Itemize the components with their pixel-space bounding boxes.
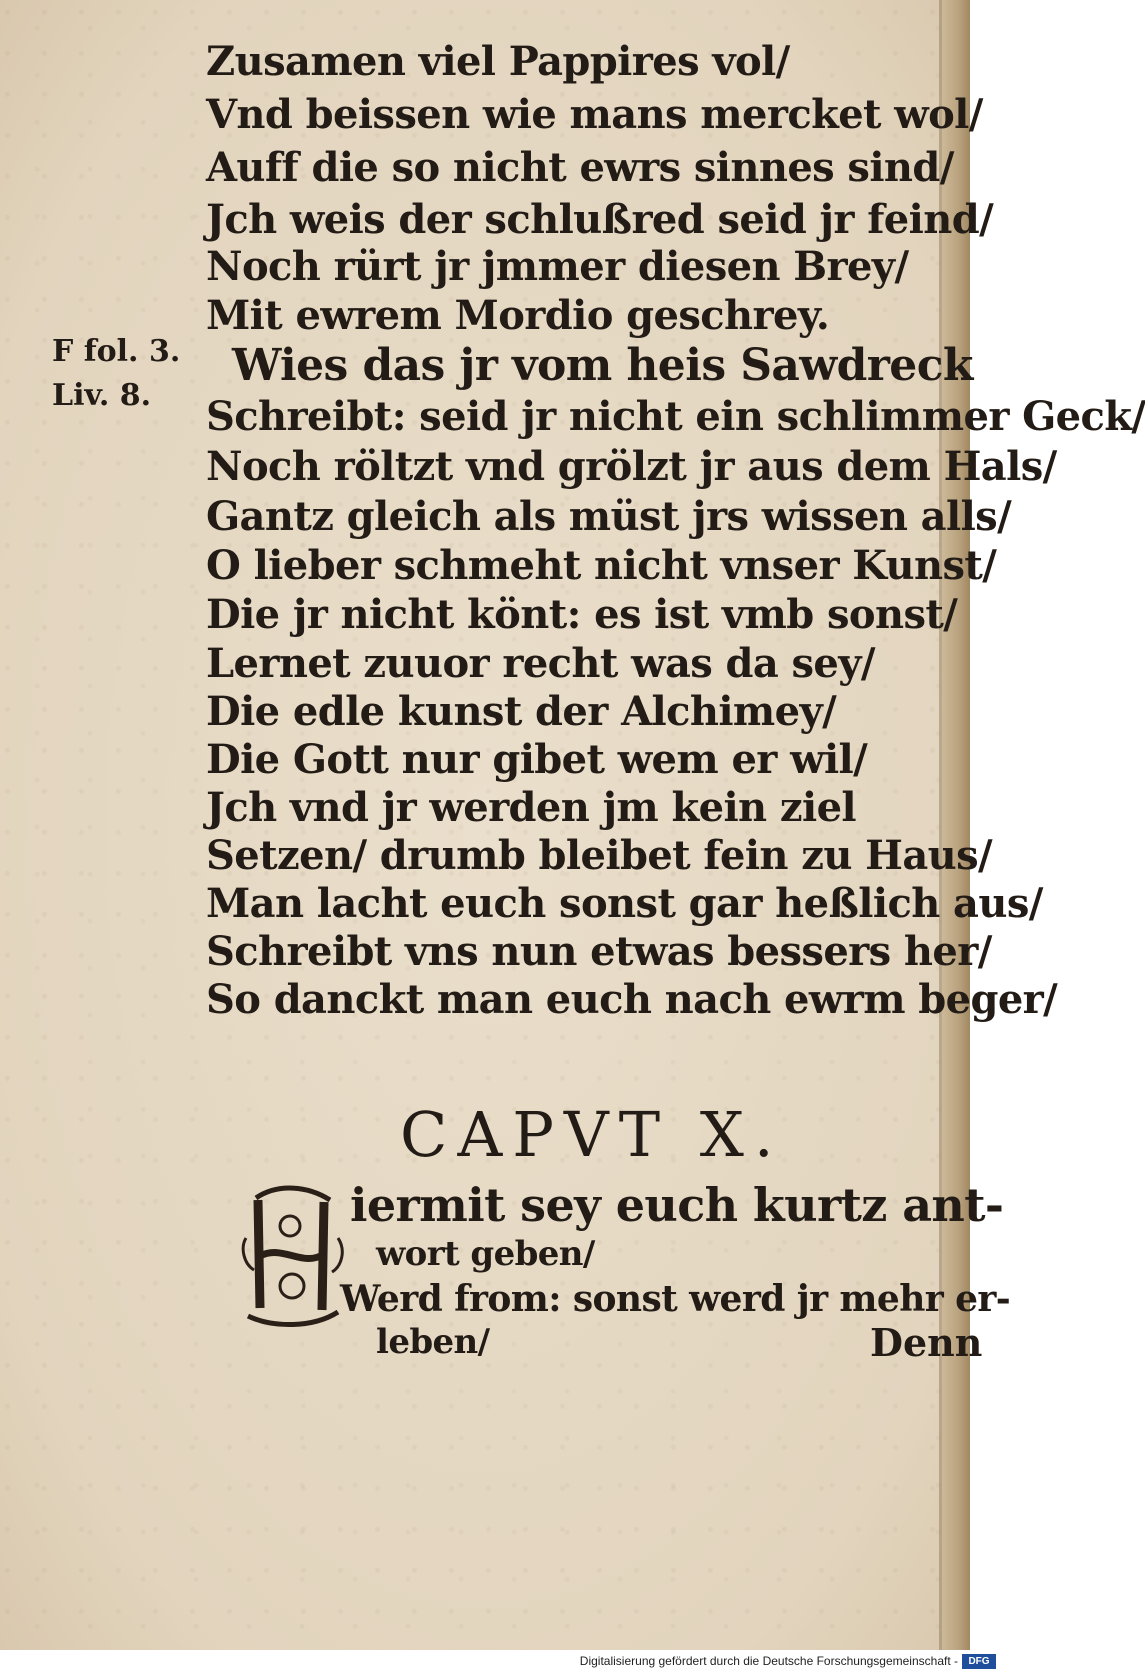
- verse-line: Schreibt vns nun etwas bessers her/: [206, 928, 992, 975]
- chapter-line: iermit sey euch kurtz ant-: [350, 1178, 1004, 1232]
- footer-credit: Digitalisierung gefördert durch die Deutsche Forschungsgemeinschaft -: [579, 1654, 958, 1668]
- verse-line: Auff die so nicht ewrs sinnes sind/: [206, 144, 954, 191]
- initial-letter: [238, 1178, 348, 1179]
- chapter-heading: CAPVT X.: [400, 1098, 784, 1171]
- verse-line: Schreibt: seid jr nicht ein schlimmer Geck/: [206, 393, 1145, 440]
- verse-line: So danckt man euch nach ewrm beger/: [206, 976, 1058, 1023]
- verse-line: Jch vnd jr werden jm kein ziel: [206, 784, 857, 831]
- chapter-line: wort geben/: [376, 1234, 595, 1274]
- verse-line: Die jr nicht könt: es ist vmb sonst/: [206, 591, 958, 638]
- decorated-initial-ornament: [238, 1178, 348, 1328]
- verse-line: Setzen/ drumb bleibet fein zu Haus/: [206, 832, 993, 879]
- verse-line: Vnd beissen wie mans mercket wol/: [206, 91, 983, 138]
- catchword: Denn: [870, 1320, 983, 1365]
- dfg-logo: DFG: [962, 1654, 996, 1669]
- verse-line: Noch röltzt vnd grölzt jr aus dem Hals/: [206, 443, 1057, 490]
- verse-line: Noch rürt jr jmmer diesen Brey/: [206, 243, 909, 290]
- decorated-initial: [238, 1178, 348, 1328]
- chapter-line: Werd from: sonst werd jr mehr er-: [340, 1278, 1011, 1320]
- margin-note-line-2: Liv. 8.: [52, 378, 152, 413]
- verse-line: Die Gott nur gibet wem er wil/: [206, 736, 868, 783]
- chapter-line: leben/: [376, 1322, 490, 1362]
- verse-line: Man lacht euch sonst gar heßlich aus/: [206, 880, 1043, 927]
- verse-line: O lieber schmeht nicht vnser Kunst/: [206, 542, 997, 589]
- verse-line: Mit ewrem Mordio geschrey.: [206, 292, 830, 339]
- verse-line: Gantz gleich als müst jrs wissen alls/: [206, 493, 1012, 540]
- verse-line: Die edle kunst der Alchimey/: [206, 688, 837, 735]
- verse-line: Lernet zuuor recht was da sey/: [206, 640, 875, 687]
- verse-line: Zusamen viel Pappires vol/: [206, 38, 790, 85]
- page-gutter: [942, 0, 970, 1650]
- verse-line: Jch weis der schlußred seid jr feind/: [206, 196, 994, 243]
- footer-bar: [0, 1652, 1000, 1672]
- verse-line: Wies das jr vom heis Sawdreck: [232, 340, 973, 391]
- margin-note-line-1: F fol. 3.: [52, 334, 181, 369]
